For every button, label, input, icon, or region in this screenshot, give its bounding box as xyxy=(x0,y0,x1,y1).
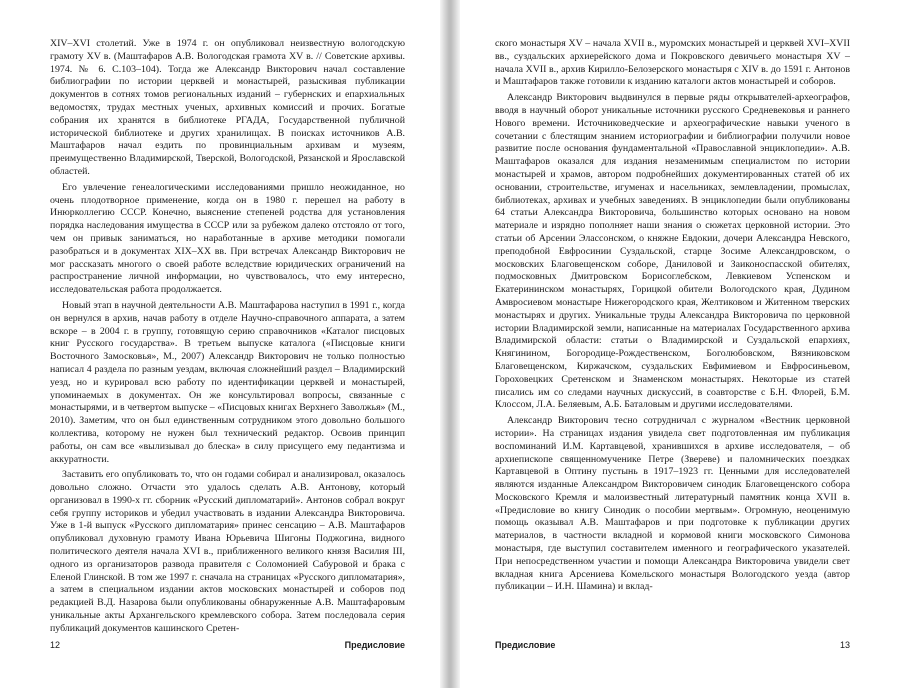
page-number: 13 xyxy=(839,640,850,650)
running-head: Предисловие xyxy=(495,640,556,650)
paragraph: XIV–XVI столетий. Уже в 1974 г. он опубликовал неизвестную вологодскую грамоту XV в. (Маштафаров А.В. Вологодская грамота XV в. // Советские архивы. 1974. № 6. С.103–104). Тогда же Александр Викторович начал составление библиографии по истории церквей и монастырей, разыскивая публикации документов в сотнях томов региональных изданий – губернских и епархиальных ведомостях, трудах местных ученых, архивных комиссий и прочих. Богатые собрания их хранятся в библиотеке РГАДА, Государственной публичной исторической библиотеке и других хранилищах. В поисках источников А.В. Маштафаров начал ездить по провинциальным архивам и музеям, преимущественно Владимирской, Тверской, Вологодской, Рязанской и Ярославской областей. xyxy=(50,38,405,177)
paragraph: Александр Викторович тесно сотрудничал с журналом «Вестник церковной истории». На страницах издания увидела свет подготовленная им публикация воспоминаний И.М. Картавцевой, хранившихся в архиве исследователя, – об архиепископе священномученике Петре (Звереве) и паломнических поездках Картавцевой в Оптину пустынь в 1917–1923 гг. Ценными для исследователей являются изданные Александром Викторовичем синодик Благовещенского собора Московского Кремля и малоизвестный литературный памятник конца XVII в. «Предисловие во книгу Синодик о пособии мертвым». Огромную, неоценимую помощь оказывал А.В. Маштафаров и при подготовке к публикации других материалов, в частности вкладной и кормовой книги московского Симонова монастыря, где выступил составителем именного и географического указателей. При непосредственном участии и помощи Александра Викторовича увидели свет вкладная книга Арсениева Комельского монастыря Вологодского уезда (автор публикации – И.Н. Шамина) и вклад- xyxy=(495,415,850,593)
paragraph: ского монастыря XV – начала XVII в., муромских монастырей и церквей XVI–XVII вв., суздальских архиерейского дома и Покровского девичьего монастыря XV – начала XVII в., архив Кирилло-Белозерского монастыря с XIV в. до 1591 г. Антонов и Маштафаров также готовили к изданию каталоги актов монастырей и соборов. xyxy=(495,38,850,88)
left-page xyxy=(0,0,440,688)
paragraph: Новый этап в научной деятельности А.В. Маштафарова наступил в 1991 г., когда он вернулся в архив, начав работу в отделе Научно-справочного аппарата, а затем вскоре – в 2004 г. в группу, готовящую серию справочников «Каталог писцовых книг Русского государства». В третьем выпуске каталога («Писцовые книги Восточного Замосковья», М., 2007) Александр Викторович не только полностью написал 4 раздела по разным уездам, включая сложнейший раздел – Владимирский уезд, но и курировал всю работу по идентификации церквей и монастырей, упоминаемых в документах. Он же консультировал вопросы, связанные с монастырями, и в четвертом выпуске – «Писцовых книгах Верхнего Заволжья» (М., 2010). Заметим, что он был единственным сотрудником этого довольно большого коллектива, которому не нужен был технический редактор. Освоив принцип работы, он сам все «вылизывал до блеска» в силу присущего ему педантизма и аккуратности. xyxy=(50,299,405,465)
paragraph: Его увлечение генеалогическими исследованиями пришло неожиданное, но очень плодотворное применение, когда он в 1980 г. перешел на работу в Инюрколлегию СССР. Конечно, выяснение степеней родства для установления порядка наследования имущества в СССР или за рубежом далеко отстояло от того, чем он привык заниматься, но наработанные в архиве методики помогали разобраться и в документах XIX–XX вв. При встречах Александр Викторович не мог рассказать многого о своей работе вследствие юридических ограничений на распространение личной информации, но чувствовалось, что ему интересно, исследовательская работа продолжается. xyxy=(50,181,405,296)
running-head: Предисловие xyxy=(344,640,405,650)
right-page xyxy=(460,0,900,688)
right-text-block xyxy=(495,38,850,594)
left-text-block xyxy=(50,38,405,636)
paragraph: Заставить его опубликовать то, что он годами собирал и анализировал, оказалось довольно сложно. Отчасти это удалось сделать А.В. Антонову, который организовал в 1990-х гг. сборник «Русский дипломатарий». Антонов собрал вокруг себя группу историков и убедил участвовать в издании Александра Викторовича. Уже в 1-й выпуск «Русского дипломатария» принес сенсацию – А.В. Маштафаров опубликовал духовную грамоту Ивана Юрьевича Шигоны Поджогина, видного политического деятеля начала XVI в., приближенного великого князя Василия III, одного из организаторов развода правителя с Соломонией Сабуровой и брака с Еленой Глинской. В том же 1997 г. сначала на страницах «Русского дипломатария», а затем в специальном издании актов московских монастырей и соборов под редакцией В.Д. Назарова были опубликованы обнаруженные А.В. Маштафаровым уникальные акты Архангельского кремлевского собора. Затем последовала серия публикаций документов кашинского Сретен- xyxy=(50,469,405,634)
page-number: 12 xyxy=(50,640,61,650)
paragraph: Александр Викторович выдвинулся в первые ряды открывателей-археографов, вводя в научный оборот уникальные источники русского Средневековья и раннего Нового времени. Источниковедческие и археографические навыки ученого в сочетании с блестящим знанием историографии и библиографии получили новое развитие после основания фундаментальной «Православной энциклопедии». А.В. Маштафаров оказался для издания незаменимым специалистом по истории монастырей и храмов, автором подробнейших документированных статей об их основании, строительстве, игуменах и насельниках, землевладении, промыслах, библиотеках, архивах и учебных заведениях. В энциклопедии были опубликованы 64 статьи Александра Викторовича, большинство которых основано на новом материале и изрядно пополняет наши знания о сюжетах церковной истории. Это статьи об Арсении Элассонском, о княжне Евдокии, дочери Александра Невского, преподобной Евфросинии Суздальской, старце Зосиме Александровском, о московских Благовещенском соборе, Даниловой и Заиконоспасской обителях, подмосковных Дмитровском Борисоглебском, Левкиевом Успенском и Екатерининском монастырях, Горицкой обители Вологодского края, Дудином Амвросиевом монастыре Нижегородского края, Желтиковом и Житенном тверских монастырях и других. Уникальные труды Александра Викторовича по церковной истории Владимирской земли, написанные на материалах Государственного архива Владимирской области: статьи о Владимирской и Суздальской епархиях, Княгинином, Богородице-Рождественском, Боголюбовском, Вязниковском Благовещенском, Киржачском, суздальских Евфимиевом и Евфросиньевом, Гороховецких Сретенском и Знаменском монастырях. Некоторые из статей писались им со следами научных дискуссий, в соавторстве с Б.Н. Флорей, Б.М. Клоссом, Л.А. Беляевым, А.Б. Баталовым и другими исследователями. xyxy=(495,92,850,411)
book-gutter xyxy=(440,0,460,688)
